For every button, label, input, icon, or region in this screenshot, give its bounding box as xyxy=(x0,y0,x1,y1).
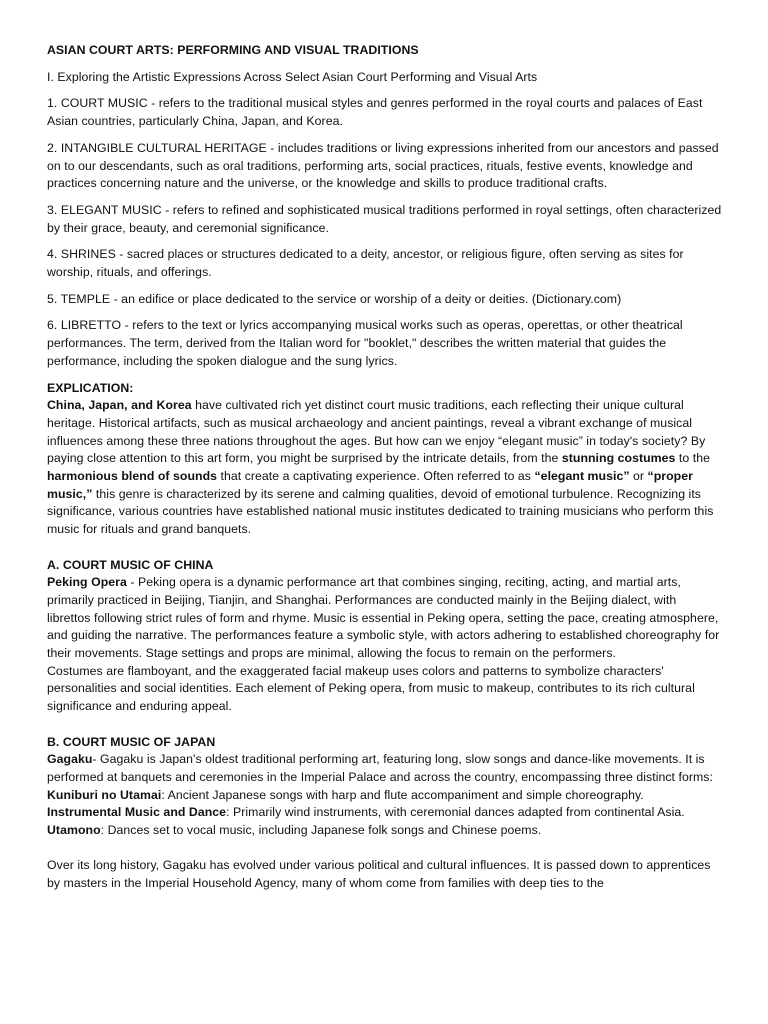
spacer xyxy=(47,716,723,734)
document-title: ASIAN COURT ARTS: PERFORMING AND VISUAL TRADITIONS xyxy=(47,43,419,57)
document-page xyxy=(47,42,723,893)
term-court-music: 1. COURT MUSIC - refers to the traditional musical styles and genres performed in the royal courts and palaces of East Asian countries, particularly China, Japan, and Korea. xyxy=(47,96,703,129)
term-libretto: 6. LIBRETTO - refers to the text or lyrics accompanying musical works such as operas, operettas, or other theatrical performances. The term, derived from the Italian word for "booklet," describes the written material that guides the performance, including the spoken dialogue and the sung lyrics. xyxy=(47,318,683,368)
gagaku-form-item: Utamono: Dances set to vocal music, including Japanese folk songs and Chinese poems. xyxy=(47,823,542,838)
spacer xyxy=(47,840,723,858)
section-subtitle: I. Exploring the Artistic Expressions Across Select Asian Court Performing and Visual Arts xyxy=(47,69,538,84)
japan-heading: B. COURT MUSIC OF JAPAN xyxy=(47,734,216,749)
term-shrines: 4. SHRINES - sacred places or structures dedicated to a deity, ancestor, or religious figure, often serving as sites for worship, rituals, and offerings. xyxy=(47,247,684,280)
term-elegant-music: 3. ELEGANT MUSIC - refers to refined and sophisticated musical traditions performed in royal settings, often characterized by their grace, beauty, and ceremonial significance. xyxy=(47,202,722,235)
china-costumes-paragraph: Costumes are flamboyant, and the exaggerated facial makeup uses colors and patterns to symbolize characters' personalities and social identities. Each element of Peking opera, from music to makeup, contributes to its rich cultural significance and enduring appeal. xyxy=(47,663,695,714)
spacer xyxy=(47,539,723,557)
term-intangible-heritage: 2. INTANGIBLE CULTURAL HERITAGE - includes traditions or living expressions inherited from our ancestors and passed on to our descendants, such as oral traditions, performing arts, social practices, rituals, festive events, knowledge and practices concerning nature and the universe, or the knowledge and skills to produce traditional crafts. xyxy=(47,140,719,191)
japan-gagaku-paragraph: Gagaku- Gagaku is Japan's oldest traditional performing art, featuring long, slow songs and dance-like movements. It is performed at banquets and ceremonies in the Imperial Palace and across the country, encompassing three distinct forms: xyxy=(47,752,713,784)
explication-heading: EXPLICATION: xyxy=(47,380,134,395)
gagaku-form-item: Instrumental Music and Dance: Primarily wind instruments, with ceremonial dances adapted from continental Asia. xyxy=(47,805,685,820)
china-heading: A. COURT MUSIC OF CHINA xyxy=(47,557,214,572)
explication-paragraph: China, Japan, and Korea have cultivated rich yet distinct court music traditions, each reflecting their unique cultural heritage. Historical artifacts, such as musical archaeology and ancient paintings, reveal a vibrant exchange of musical influences among these three nations throughout the ages. But how can we enjoy “elegant music” in today's society? By paying close attention to this art form, you might be surprised by the intricate details, from the stunning costumes to the harmonious blend of sounds that create a captivating experience. Often referred to as “elegant music” or “proper music,” this genre is characterized by its serene and calming qualities, devoid of emotional turbulence. Recognizing its significance, various countries have established national music institutes dedicated to training musicians who perform this music for rituals and grand banquets. xyxy=(47,398,714,537)
term-temple: 5. TEMPLE - an edifice or place dedicated to the service or worship of a deity or deities. (Dictionary.com) xyxy=(47,291,622,306)
gagaku-form-item: Kuniburi no Utamai: Ancient Japanese songs with harp and flute accompaniment and simple choreography. xyxy=(47,787,644,802)
china-peking-opera-paragraph: Peking Opera - Peking opera is a dynamic performance art that combines singing, reciting, acting, and martial arts, primarily practiced in Beijing, Tianjin, and Shanghai. Performances are conducted mainly in the Beijing dialect, with librettos following strict rules of form and rhyme. Music is essential in Peking opera, setting the pace, creating atmosphere, and guiding the narrative. The performances feature a symbolic style, with actors adhering to established choreography for their movements. Stage settings and props are minimal, allowing the focus to remain on the performers. xyxy=(47,575,720,661)
japan-history-paragraph: Over its long history, Gagaku has evolved under various political and cultural influences. It is passed down to apprentices by masters in the Imperial Household Agency, many of whom come from families with deep ties to the xyxy=(47,858,711,891)
